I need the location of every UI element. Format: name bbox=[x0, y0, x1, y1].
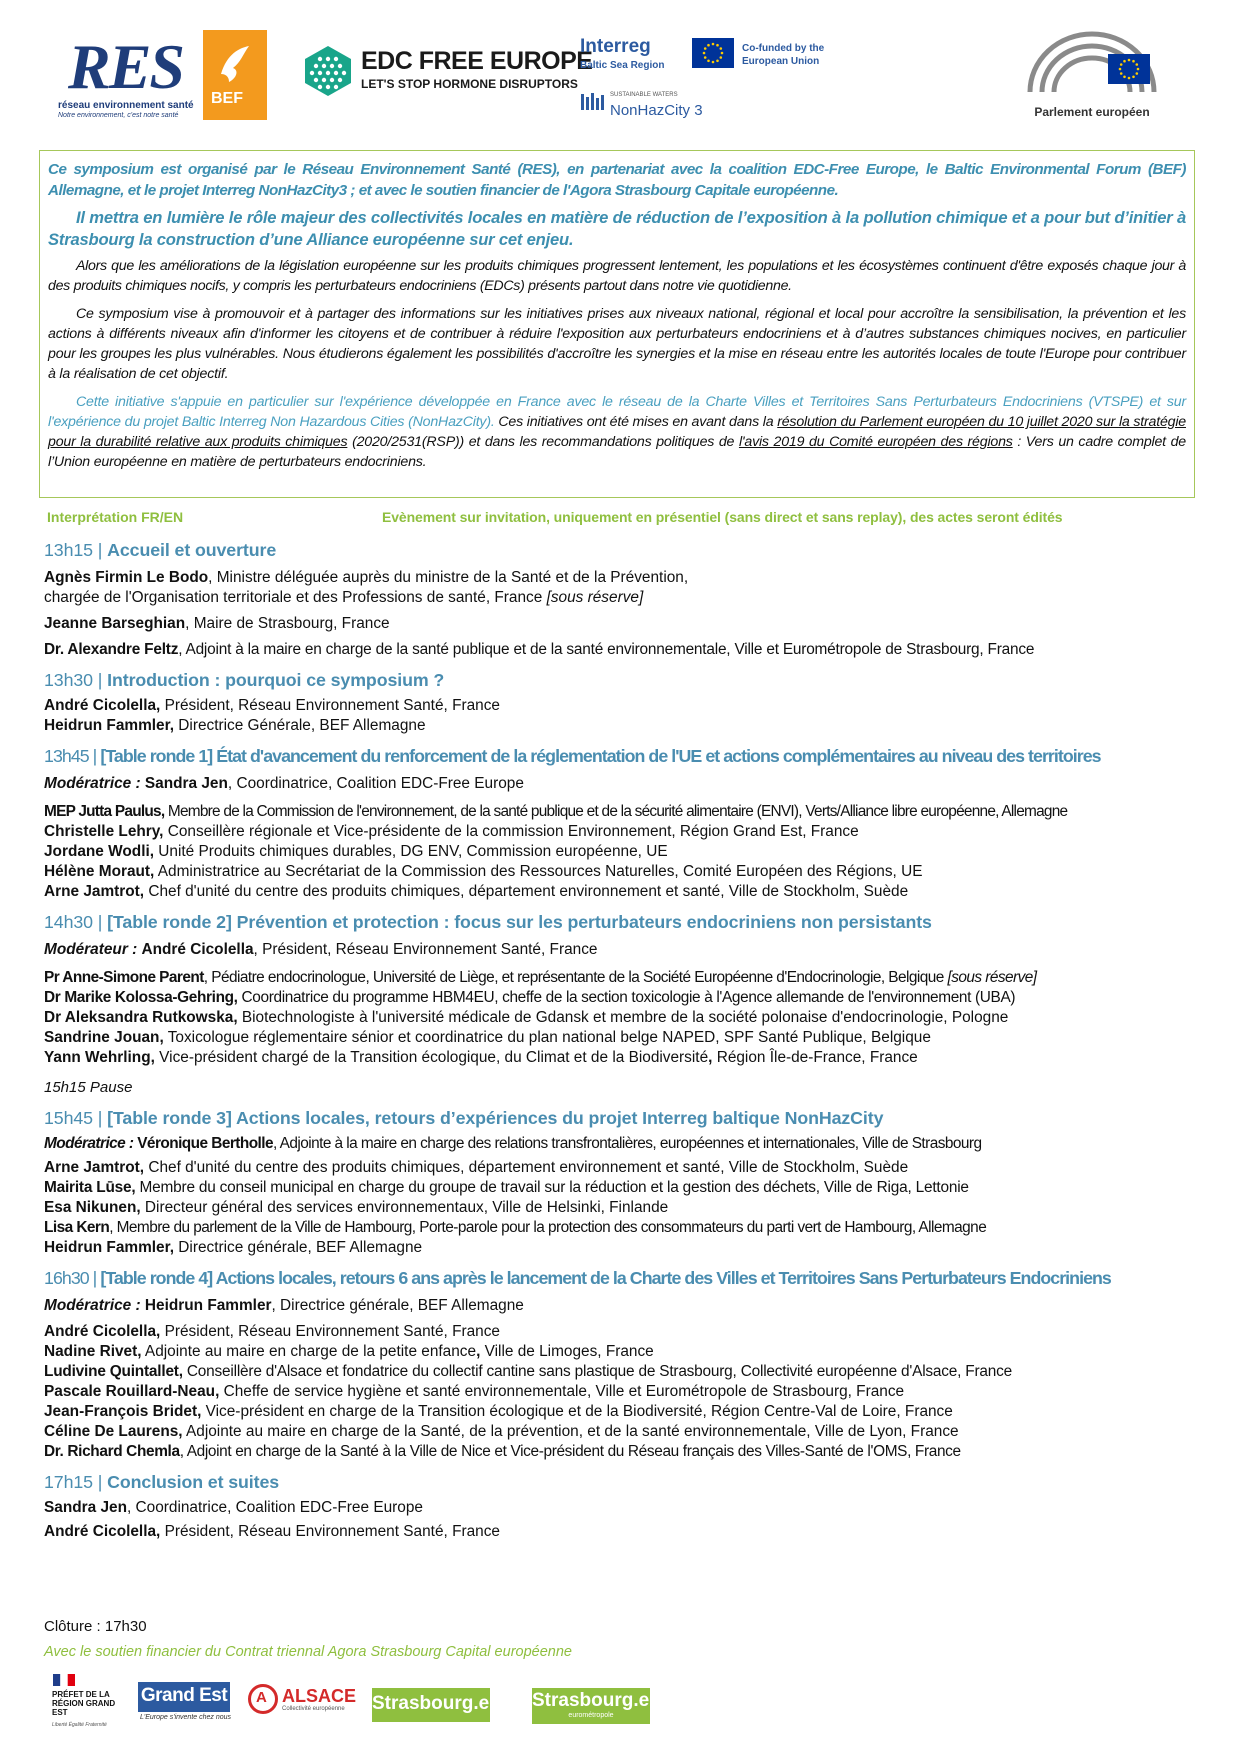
interreg-logo bbox=[580, 36, 860, 126]
speaker-line bbox=[44, 640, 1204, 660]
alsace-logo bbox=[248, 1670, 357, 1750]
speaker-line bbox=[44, 1048, 1204, 1068]
moderator-line bbox=[44, 940, 1204, 960]
speaker-role: , Président, Réseau Environnement Santé, France bbox=[253, 941, 598, 958]
res-logo-tagline: Notre environnement, c'est notre santé bbox=[58, 112, 179, 119]
speaker-role: Chef d'unité du centre des produits chimiques, département environnement et santé, Ville de Stockholm, Suède bbox=[144, 883, 909, 900]
speaker-line bbox=[44, 1218, 1204, 1238]
session-heading bbox=[44, 1106, 1204, 1130]
speaker-role: Adjointe au maire en charge de la petite enfance bbox=[141, 1343, 477, 1360]
initiative-text: Ces initiatives ont été mises en avant dans la bbox=[494, 414, 778, 430]
speaker-role: Vice-président chargé de la Transition écologique, du Climat et de la Biodiversité bbox=[154, 1049, 709, 1066]
speaker-role: Directrice Générale, BEF Allemagne bbox=[174, 717, 426, 734]
speaker-name: Yann Wehrling, bbox=[44, 1049, 155, 1066]
interreg-name: Interreg bbox=[580, 36, 651, 57]
speaker-name: Heidrun Fammler, bbox=[44, 1239, 175, 1256]
speaker-name: Nadine Rivet, bbox=[44, 1343, 142, 1360]
french-flag-icon bbox=[53, 1674, 75, 1686]
speaker-role: Région Île-de-France, France bbox=[712, 1049, 918, 1066]
speaker-name: Dr Aleksandra Rutkowska, bbox=[44, 1009, 238, 1026]
bird-icon bbox=[217, 44, 251, 84]
speaker-line bbox=[44, 1238, 1204, 1258]
speaker-name: Hélène Moraut, bbox=[44, 863, 155, 880]
speaker-name: André Cicolella, bbox=[44, 1523, 161, 1540]
speaker-line bbox=[44, 568, 1204, 588]
moderator-line bbox=[44, 774, 1204, 794]
speaker-name: Jean-François Bridet, bbox=[44, 1403, 202, 1420]
session-heading bbox=[44, 1266, 1204, 1290]
session-time: 13h15 | bbox=[44, 540, 108, 560]
speaker-name: Sandra Jen bbox=[144, 775, 228, 792]
session-title: Introduction : pourquoi ce symposium ? bbox=[107, 670, 445, 690]
speaker-name: Jeanne Barseghian bbox=[44, 615, 186, 632]
strasbourg-logo bbox=[372, 1670, 501, 1750]
session-title: [Table ronde 2] Prévention et protection : focus sur les perturbateurs endocriniens non persistants bbox=[107, 912, 932, 932]
speaker-name: André Cicolella, bbox=[44, 697, 161, 714]
session-heading bbox=[44, 1470, 1204, 1494]
speaker-line bbox=[44, 1382, 1204, 1402]
program bbox=[44, 538, 1204, 1542]
session-title: [Table ronde 4] Actions locales, retours 6 ans après le lancement de la Charte des Villes et Territoires Sans Perturbateurs Endocriniens bbox=[100, 1268, 1111, 1288]
speaker-role: Membre de la Commission de l'environnement, de la santé publique et de la sécurité alimentaire (ENVI), Verts/Alliance libre européenne, Allemagne bbox=[164, 803, 1068, 820]
speaker-name: Sandra Jen bbox=[44, 1499, 127, 1516]
speaker-role: Toxicologue réglementaire sénior et coordinatrice du plan national belge NAPED, SPF Santé Publique, Belgique bbox=[163, 1029, 931, 1046]
speaker-role: Conseillère d'Alsace et fondatrice du collectif cantine sans plastique de Strasbourg, Collectivité européenne d'Alsace, France bbox=[182, 1363, 1012, 1380]
session-title: [Table ronde 1] État d'avancement du renforcement de la réglementation de l'UE et actions complémentaires au niveau des territoires bbox=[100, 746, 1101, 766]
speaker-name: Dr Marike Kolossa-Gehring, bbox=[44, 989, 238, 1006]
speaker-role: Administratrice au Secrétariat de la Commission des Ressources Naturelles, Comité Européen des Régions, UE bbox=[154, 863, 923, 880]
resolution-link[interactable]: résolution du Parlement européen du 10 juillet 2020 sur la stratégie pour la durabilité relative aux produits chimiques bbox=[48, 414, 1186, 450]
speaker-name: Heidrun Fammler bbox=[144, 1297, 272, 1314]
pause-note: 15h15 Pause bbox=[44, 1079, 133, 1096]
speaker-role: Vice-président en charge de la Transition écologique et de la Biodiversité, Région Centre-Val de Loire, France bbox=[201, 1403, 953, 1420]
speaker-name: Jordane Wodli, bbox=[44, 843, 155, 860]
speaker-role: , Directrice générale, BEF Allemagne bbox=[271, 1297, 524, 1314]
tentative-note: [sous réserve] bbox=[947, 969, 1037, 986]
speaker-line bbox=[44, 862, 1204, 882]
speaker-line bbox=[44, 1008, 1204, 1028]
session-time: 17h15 | bbox=[44, 1472, 108, 1492]
speaker-role: Directeur général des services environnementaux, Ville de Helsinki, Finlande bbox=[140, 1199, 669, 1216]
speaker-role: Membre du conseil municipal en charge du groupe de travail sur la réduction et la gestion des déchets, Ville de Riga, Lettonie bbox=[135, 1179, 969, 1196]
interpretation-note: Interprétation FR/EN bbox=[47, 509, 184, 525]
speaker-role: Conseillère régionale et Vice-présidente de la commission Environnement, Région Grand Est, France bbox=[163, 823, 859, 840]
intro-initiative bbox=[48, 392, 1186, 472]
speaker-name: Céline De Laurens, bbox=[44, 1423, 183, 1440]
speaker-role: , Adjoint à la maire en charge de la santé publique et de la santé environnementale, Ville et Eurométropole de Strasbourg, France bbox=[178, 641, 1035, 658]
speaker-line bbox=[44, 716, 1204, 736]
speaker-name: Lisa Kern bbox=[44, 1219, 110, 1236]
speaker-role: , Pédiatre endocrinologue, Université de Liège, et représentante de la Société Européenne d'Endocrinologie, Belgique bbox=[203, 969, 948, 986]
speaker-name: Pascale Rouillard-Neau, bbox=[44, 1383, 220, 1400]
grand-est-tagline: L'Europe s'invente chez nous bbox=[140, 1714, 232, 1721]
speaker-line bbox=[44, 882, 1204, 902]
speaker-name: Sandrine Jouan, bbox=[44, 1029, 164, 1046]
eurometropole-logo bbox=[532, 1670, 661, 1750]
session-heading bbox=[44, 538, 1204, 562]
edc-free-europe-logo bbox=[303, 45, 593, 95]
speaker-name: Heidrun Fammler, bbox=[44, 717, 175, 734]
speaker-line bbox=[44, 1522, 1204, 1542]
speaker-line bbox=[44, 1402, 1204, 1422]
speaker-name: Agnès Firmin Le Bodo bbox=[44, 569, 209, 586]
punctuation: , bbox=[476, 1343, 481, 1360]
speaker-line bbox=[44, 822, 1204, 842]
session-time: 14h30 | bbox=[44, 912, 108, 932]
moderator-label: Modératrice : bbox=[44, 1135, 138, 1152]
speaker-line bbox=[44, 1028, 1204, 1048]
speaker-role: , Maire de Strasbourg, France bbox=[185, 615, 390, 632]
speaker-role: Biotechnologiste à l'université médicale de Gdansk et membre de la société polonaise d'endocrinologie, Pologne bbox=[237, 1009, 1009, 1026]
speaker-role: , Adjointe à la maire en charge des relations transfrontalières, européennes et internationales, Ville de Strasbourg bbox=[273, 1135, 982, 1152]
eurometropole-text: Strasbourg.eu bbox=[532, 1688, 650, 1724]
eurometropole-tagline: eurométropole bbox=[568, 1712, 614, 1719]
speaker-name: Véronique Bertholle bbox=[137, 1135, 274, 1152]
cofunded-text: Co-funded by the European Union bbox=[742, 43, 825, 67]
speaker-line bbox=[44, 1342, 1204, 1362]
speaker-name: Dr. Alexandre Feltz bbox=[44, 641, 179, 658]
alsace-emblem-icon: A bbox=[248, 1684, 278, 1714]
speaker-line bbox=[44, 1442, 1204, 1462]
session-title: Conclusion et suites bbox=[107, 1472, 280, 1492]
prefet-text: PRÉFET DE LA RÉGION GRAND EST bbox=[52, 1690, 116, 1717]
speaker-role: Président, Réseau Environnement Santé, France bbox=[160, 1523, 500, 1540]
speaker-role: Cheffe de service hygiène et santé environnementale, Ville et Eurométropole de Strasbourg, France bbox=[219, 1383, 905, 1400]
res-logo bbox=[58, 30, 194, 125]
intro-purpose: Il mettra en lumière le rôle majeur des collectivités locales en matière de réduction de l’exposition à la pollution chimique et a pour but d’initier à Strasbourg la construction d’une Alliance européenne sur cet enjeu. bbox=[48, 208, 1186, 249]
session-heading bbox=[44, 668, 1204, 692]
bef-logo bbox=[203, 30, 267, 120]
parlement-europeen-logo bbox=[1022, 30, 1162, 125]
initiative-text: : Vers un cadre complet de l’Union européenne en matière de perturbateurs endocriniens. bbox=[48, 434, 1186, 470]
session-heading bbox=[44, 744, 1204, 768]
punctuation: , bbox=[708, 1049, 713, 1066]
intro-box bbox=[39, 150, 1195, 498]
speaker-line bbox=[44, 802, 1204, 822]
speaker-role: , Adjoint en charge de la Santé à la Ville de Nice et Vice-président du Réseau français des Villes-Santé de l'OMS, France bbox=[179, 1443, 961, 1460]
moderator-line bbox=[44, 1296, 1204, 1316]
speaker-name: Dr. Richard Chemla bbox=[44, 1443, 180, 1460]
speaker-line bbox=[44, 1322, 1204, 1342]
speaker-line bbox=[44, 968, 1204, 988]
edc-logo-title: EDC FREE EUROPE bbox=[361, 47, 593, 75]
speaker-role: Ville de Limoges, France bbox=[480, 1343, 654, 1360]
speaker-role: Adjointe au maire en charge de la Santé, de la prévention, et de la santé environnementale, Ville de Lyon, France bbox=[182, 1423, 959, 1440]
moderator-label: Modérateur : bbox=[44, 941, 142, 958]
interreg-region: Baltic Sea Region bbox=[580, 60, 665, 71]
grand-est-text: Grand Est bbox=[138, 1682, 230, 1712]
edc-logo-tagline: LET'S STOP HORMONE DISRUPTORS bbox=[361, 77, 578, 91]
prefet-logo bbox=[44, 1670, 124, 1750]
speaker-line bbox=[44, 988, 1204, 1008]
speaker-line bbox=[44, 1198, 1204, 1218]
speaker-name: André Cicolella bbox=[141, 941, 254, 958]
res-logo-mark: RES bbox=[68, 31, 183, 102]
speaker-role: Chef d'unité du centre des produits chimiques, département environnement et santé, Ville de Stockholm, Suède bbox=[144, 1159, 909, 1176]
speaker-line bbox=[44, 1158, 1204, 1178]
speaker-role: , Coordinatrice, Coalition EDC-Free Europe bbox=[227, 775, 524, 792]
nonhazcity-text: NonHazCity 3 bbox=[610, 102, 703, 119]
speaker-role: Président, Réseau Environnement Santé, France bbox=[160, 1323, 500, 1340]
speaker-role: , Membre du parlement de la Ville de Hambourg, Porte-parole pour la protection des consommateurs du parti vert de Hambourg, Allemagne bbox=[109, 1219, 987, 1236]
speaker-role: Unité Produits chimiques durables, DG ENV, Commission européenne, UE bbox=[154, 843, 668, 860]
intro-context: Alors que les améliorations de la législation européenne sur les produits chimiques progressent lentement, les populations et les écosystèmes continuent d'être exposés chaque jour à des produits chimiques nocifs, y compris les perturbateurs endocriniens (EDCs) présents partout dans notre vie quotidienne. bbox=[48, 258, 1186, 294]
moderator-label: Modératrice : bbox=[44, 1297, 145, 1314]
session-time: 13h45 | bbox=[44, 746, 101, 766]
speaker-name: Esa Nikunen, bbox=[44, 1199, 141, 1216]
grand-est-logo bbox=[138, 1670, 230, 1750]
eu-flag-icon bbox=[692, 38, 734, 68]
bef-logo-text: BEF bbox=[211, 90, 243, 107]
speaker-line bbox=[44, 588, 1204, 608]
tentative-note: [sous réserve] bbox=[546, 589, 644, 606]
session-heading bbox=[44, 910, 1204, 934]
speaker-name: Arne Jamtrot, bbox=[44, 883, 145, 900]
speaker-role: chargée de l'Organisation territoriale et des Professions de santé, France bbox=[44, 589, 547, 606]
moderator-line bbox=[44, 1134, 1204, 1154]
speaker-line bbox=[44, 614, 1204, 634]
header-logos bbox=[0, 0, 1240, 140]
intro-organizers: Ce symposium est organisé par le Réseau Environnement Santé (RES), en partenariat avec la coalition EDC-Free Europe, le Baltic Environmental Forum (BEF) Allemagne, et le projet Interreg NonHazCity3 ; et avec le soutien financier de l'Agora Strasbourg Capitale européenne. bbox=[48, 161, 1186, 199]
strasbourg-text: Strasbourg.eu bbox=[372, 1688, 490, 1722]
closing-time: Clôture : 17h30 bbox=[44, 1618, 147, 1635]
speaker-name: Ludivine Quintallet, bbox=[44, 1363, 183, 1380]
speaker-role: Président, Réseau Environnement Santé, France bbox=[160, 697, 500, 714]
session-title: Accueil et ouverture bbox=[107, 540, 277, 560]
speaker-role: Directrice générale, BEF Allemagne bbox=[174, 1239, 423, 1256]
moderator-label: Modératrice : bbox=[44, 775, 145, 792]
alsace-tagline: Collectivité européenne bbox=[282, 1706, 345, 1712]
parliament-icon bbox=[1022, 30, 1162, 95]
speaker-name: Christelle Lehry, bbox=[44, 823, 164, 840]
session-time: 13h30 | bbox=[44, 670, 108, 690]
support-note: Avec le soutien financier du Contrat triennal Agora Strasbourg Capital européenne bbox=[44, 1644, 572, 1660]
prefet-motto: Liberté Égalité Fraternité bbox=[52, 1722, 107, 1728]
intro-objectives: Ce symposium vise à promouvoir et à partager des informations sur les initiatives prises aux niveaux national, régional et local pour accroître la sensibilisation, la prévention et les actions à différents niveaux afin d'informer les citoyens et de contribuer à réduire l'exposition aux perturbateurs endocriniens et à d’autres substances chimiques nocives, en particulier pour les groupes les plus vulnérables. Nous étudierons également les possibilités d'accroître les synergies et la mise en réseau entre les autorités locales de toute l'Europe pour contribuer à la réalisation de cet objectif. bbox=[48, 306, 1186, 382]
speaker-name: MEP Jutta Paulus, bbox=[44, 803, 165, 820]
speaker-name: André Cicolella, bbox=[44, 1323, 161, 1340]
hexagon-icon bbox=[303, 45, 353, 97]
session-time: 16h30 | bbox=[44, 1268, 101, 1288]
speaker-line bbox=[44, 1422, 1204, 1442]
res-logo-name: réseau environnement santé bbox=[58, 100, 194, 111]
event-note: Evènement sur invitation, uniquement en présentiel (sans direct et sans replay), des actes seront édités bbox=[382, 509, 1063, 525]
sustainable-waters-text: SUSTAINABLE WATERS bbox=[610, 92, 678, 98]
session-title: [Table ronde 3] Actions locales, retours d’expériences du projet Interreg baltique NonHazCity bbox=[107, 1108, 884, 1128]
waves-icon bbox=[580, 92, 608, 110]
speaker-line bbox=[44, 1498, 1204, 1518]
speaker-line bbox=[44, 1178, 1204, 1198]
avis-link[interactable]: l'avis 2019 du Comité européen des régions bbox=[738, 434, 1013, 450]
speaker-name: Arne Jamtrot, bbox=[44, 1159, 145, 1176]
speaker-line bbox=[44, 696, 1204, 716]
parlement-europeen-label: Parlement européen bbox=[1034, 105, 1150, 119]
speaker-name: Mairita Lūse, bbox=[44, 1179, 136, 1196]
alsace-text: ALSACE bbox=[282, 1686, 357, 1706]
speaker-role: Coordinatrice du programme HBM4EU, cheffe de la section toxicologie à l'Agence allemande de l'environnement (UBA) bbox=[237, 989, 1016, 1006]
speaker-name: Pr Anne-Simone Parent bbox=[44, 969, 204, 986]
speaker-line bbox=[44, 1362, 1204, 1382]
speaker-line bbox=[44, 842, 1204, 862]
speaker-role: , Ministre déléguée auprès du ministre de la Santé et de la Prévention, bbox=[208, 569, 689, 586]
initiative-text: (2020/2531(RSP)) et dans les recommandations politiques de bbox=[347, 434, 739, 450]
initiative-highlight: Cette initiative s'appuie en particulier sur l'expérience développée en France avec le réseau de la Charte Villes et Territoires Sans Perturbateurs Endocriniens (VTSPE) et sur l'expérience du projet Baltic Interreg Non Hazardous Cities (NonHazCity). bbox=[48, 394, 1186, 430]
session-time: 15h45 | bbox=[44, 1108, 108, 1128]
speaker-role: , Coordinatrice, Coalition EDC-Free Europe bbox=[126, 1499, 423, 1516]
